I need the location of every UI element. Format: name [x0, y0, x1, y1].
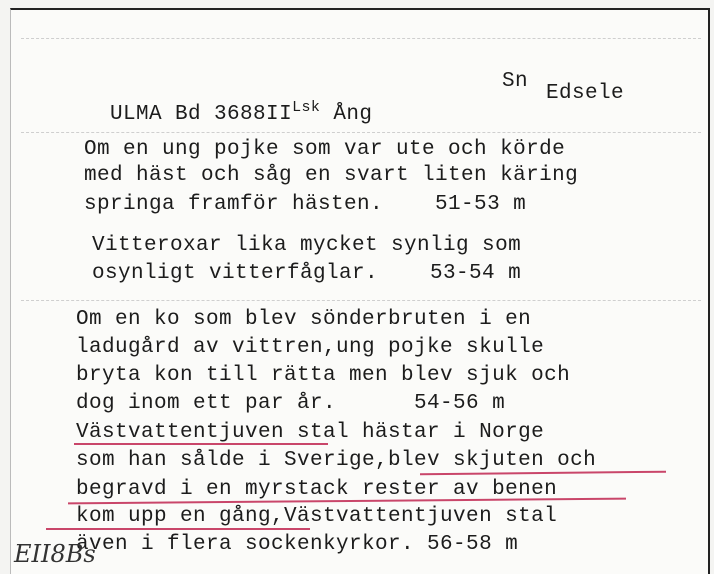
text-line: springa framför hästen. 51-53 m: [84, 193, 527, 216]
archive-code: ULMA: [110, 103, 163, 126]
text-line: osynligt vitterfåglar. 53-54 m: [92, 262, 522, 285]
red-underline: [46, 528, 310, 530]
volume-number: Bd 3688II: [175, 103, 293, 126]
text-line: dog inom ett par år. 54-56 m: [76, 392, 506, 415]
text-line: Vitteroxar lika mycket synlig som: [92, 234, 522, 257]
ruled-line: [21, 300, 701, 301]
region: Ång: [333, 103, 373, 126]
text-line: ladugård av vittren,ung pojke skulle: [76, 336, 545, 359]
text-line: Om en ko som blev sönderbruten i en: [76, 308, 532, 331]
text-line: begravd i en myrstack rester av benen: [76, 478, 558, 501]
parish-name: Edsele: [546, 82, 625, 105]
text-line: som han sålde i Sverige,blev skjuten och: [76, 449, 597, 472]
text-line: kom upp en gång,Västvattentjuven stal: [76, 505, 558, 528]
text-line: med häst och såg en svart liten käring: [84, 164, 579, 187]
handwritten-annotation: EII8Bs: [14, 540, 96, 568]
red-underline: [74, 443, 328, 445]
sn-label: Sn: [502, 70, 529, 93]
card-header: [84, 80, 372, 126]
volume-superscript: Lsk: [292, 99, 321, 116]
text-line: bryta kon till rätta men blev sjuk och: [76, 364, 571, 387]
text-line: även i flera sockenkyrkor. 56-58 m: [76, 533, 519, 556]
ruled-line: [21, 38, 701, 39]
ruled-line: [21, 132, 701, 133]
text-line: Om en ung pojke som var ute och körde: [84, 138, 566, 161]
text-line: Västvattentjuven stal hästar i Norge: [76, 421, 545, 444]
